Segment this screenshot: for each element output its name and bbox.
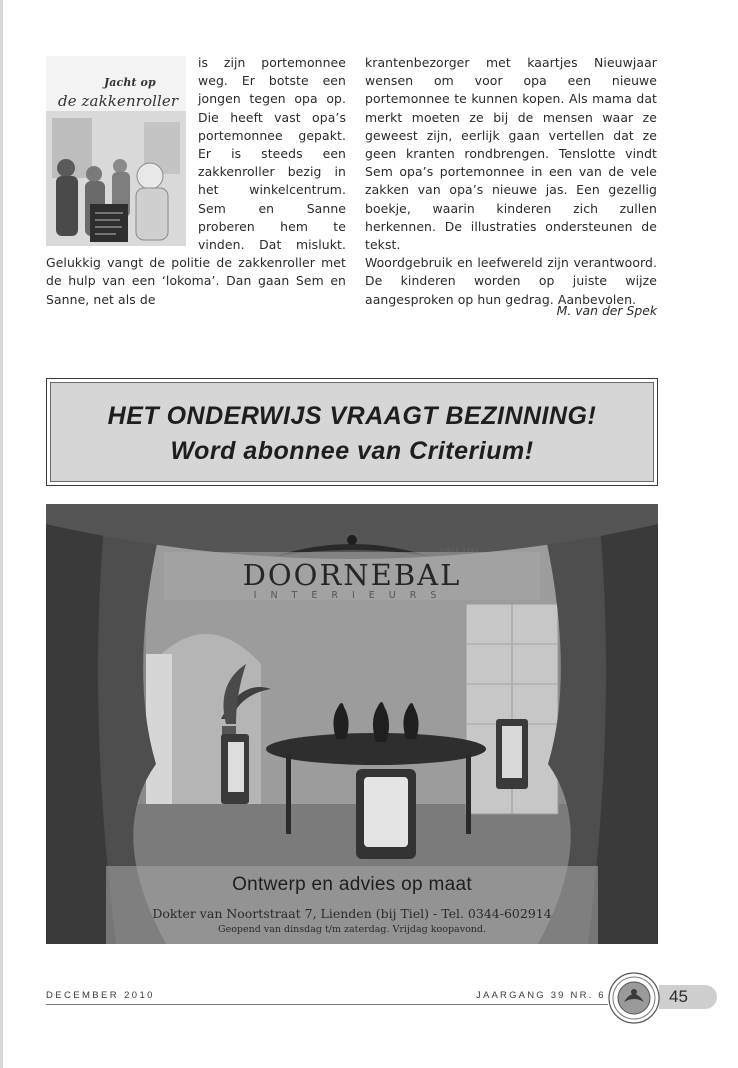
article-signature: M. van der Spek	[556, 303, 657, 318]
ad-brand-name: DOORNEBAL	[242, 558, 462, 592]
book-cover-image	[46, 56, 186, 246]
footer-date: DECEMBER 2010	[46, 990, 155, 1001]
journal-emblem-icon	[608, 972, 660, 1024]
page-edge-shadow	[0, 0, 3, 1068]
book-cover-title-line1: Jacht op	[104, 76, 156, 89]
ad-slogan: Ontwerp en advies op maat	[232, 874, 472, 895]
subscription-banner	[46, 378, 658, 486]
article-left-text: is zijn portemonnee weg. Er botste een jongen tegen opa op. Die heeft vast opa’s portemonnee gepakt. Er is steeds een zakkenroller bezig in het winkelcentrum. Sem en Sanne proberen hem te vinden. Dat mislukt. Gelukkig vangt de politie de zakkenroller met de hulp van een ‘lokoma’. Dan gaan Sem en Sanne, net als de	[46, 55, 346, 307]
ad-opening-hours: Geopend van dinsdag t/m zaterdag. Vrijdag koopavond.	[217, 924, 487, 935]
footer-issue: JAARGANG 39 NR. 6	[476, 990, 606, 1001]
page-number: 45	[669, 987, 688, 1006]
article-right-column	[365, 54, 657, 309]
page-number-tab	[659, 985, 717, 1009]
banner-inner-box	[50, 382, 654, 482]
banner-headline: HET ONDERWIJS VRAAGT BEZINNING!	[107, 402, 597, 430]
doornebal-advertisement	[46, 504, 658, 944]
ad-brand-subtitle: INTERIEURS	[253, 590, 451, 601]
book-cover-title-line2: de zakkenroller	[58, 92, 179, 110]
article-paragraph-1: krantenbezorger met kaartjes Nieuwjaar wensen om voor opa een nieuwe portemonnee te kunnen kopen. Als mama dat merkt moeten ze bij de mensen waar ze geweest zijn, eerlijk gaan vertellen dat ze geen kranten rondbrengen. Tenslotte vindt Sem opa’s portemonnee in een van de vele zakken van opa’s nieuwe jas. Een gezellig boekje, waarin kinderen zich zullen herkennen. De illustraties ondersteunen de tekst.	[365, 55, 657, 253]
ad-since-label: SINCE 1892	[440, 548, 480, 554]
article-left-column	[46, 54, 346, 309]
ad-address: Dokter van Noortstraat 7, Lienden (bij Tiel) - Tel. 0344-602914	[152, 906, 552, 921]
footer-rule	[46, 1004, 608, 1005]
banner-subline: Word abonnee van Criterium!	[170, 437, 534, 465]
article-paragraph-2: Woordgebruik en leefwereld zijn verantwoord. De kinderen worden op juiste wijze aangesproken op hun gedrag. Aanbevolen.	[365, 255, 657, 307]
